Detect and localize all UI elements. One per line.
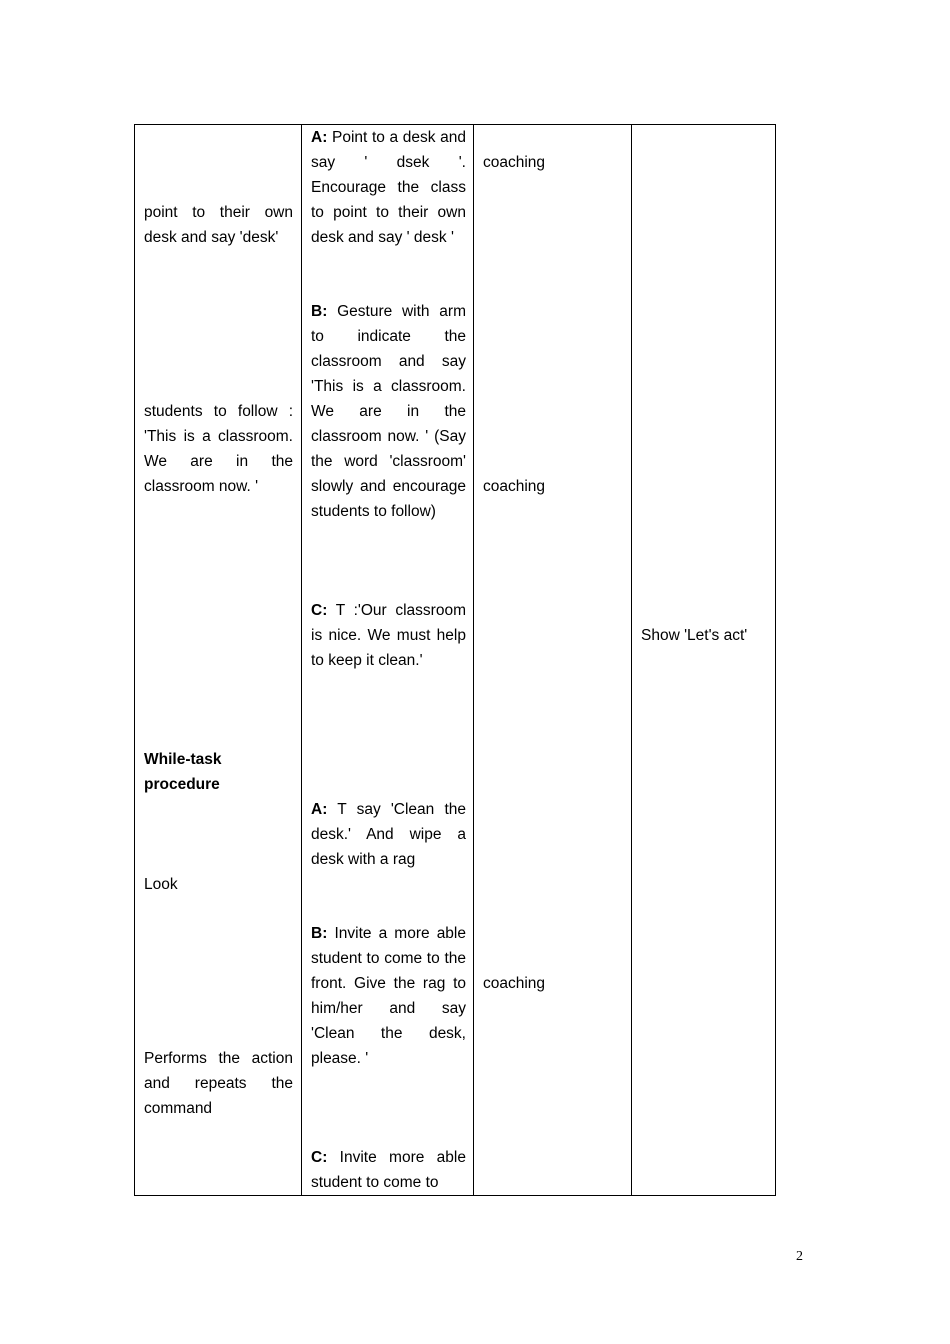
- teacher-step-a-2: [311, 797, 466, 872]
- step-letter: C:: [311, 1149, 328, 1166]
- step-text: T say 'Clean the desk.' And wipe a desk with a rag: [311, 801, 466, 868]
- teaching-aid-show: Show 'Let's act': [641, 627, 748, 644]
- method-coaching: coaching: [483, 478, 546, 495]
- column-divider: [473, 125, 474, 1195]
- step-letter: B:: [311, 303, 328, 320]
- step-text: Point to a desk and say ' dsek '. Encourage the class to point to their own desk and say ' desk ': [311, 129, 466, 246]
- step-text: Invite more able student to come to: [311, 1149, 466, 1191]
- step-letter: B:: [311, 925, 328, 942]
- lesson-plan-table: [134, 124, 776, 1196]
- step-letter: A:: [311, 801, 328, 818]
- teacher-step-c-2: [311, 1145, 466, 1195]
- step-letter: C:: [311, 602, 328, 619]
- method-coaching: coaching: [483, 975, 546, 992]
- step-text: Invite a more able student to come to the front. Give the rag to him/her and say 'Clean the desk, please. ': [311, 925, 466, 1067]
- teacher-step-b: [311, 299, 466, 524]
- method-coaching: coaching: [483, 154, 546, 171]
- teacher-step-a: [311, 125, 466, 250]
- column-divider: [301, 125, 302, 1195]
- step-text: Gesture with arm to indicate the classroom and say 'This is a classroom. We are in the classroom now. ' (Say the word 'classroom' slowly and encourage students to follow): [311, 303, 466, 520]
- student-activity-look: Look: [144, 876, 178, 893]
- teacher-step-c: [311, 598, 466, 673]
- page-number: 2: [796, 1249, 803, 1264]
- stage-heading-while-task: While-task procedure: [144, 751, 222, 793]
- student-activity-performs: Performs the action and repeats the command: [144, 1050, 293, 1117]
- student-activity-point-desk: point to their own desk and say 'desk': [144, 204, 293, 246]
- step-text: T :'Our classroom is nice. We must help to keep it clean.': [311, 602, 466, 669]
- teacher-step-b-2: [311, 921, 466, 1071]
- step-letter: A:: [311, 129, 328, 146]
- column-divider: [631, 125, 632, 1195]
- student-activity-follow: students to follow : 'This is a classroom. We are in the classroom now. ': [144, 403, 293, 495]
